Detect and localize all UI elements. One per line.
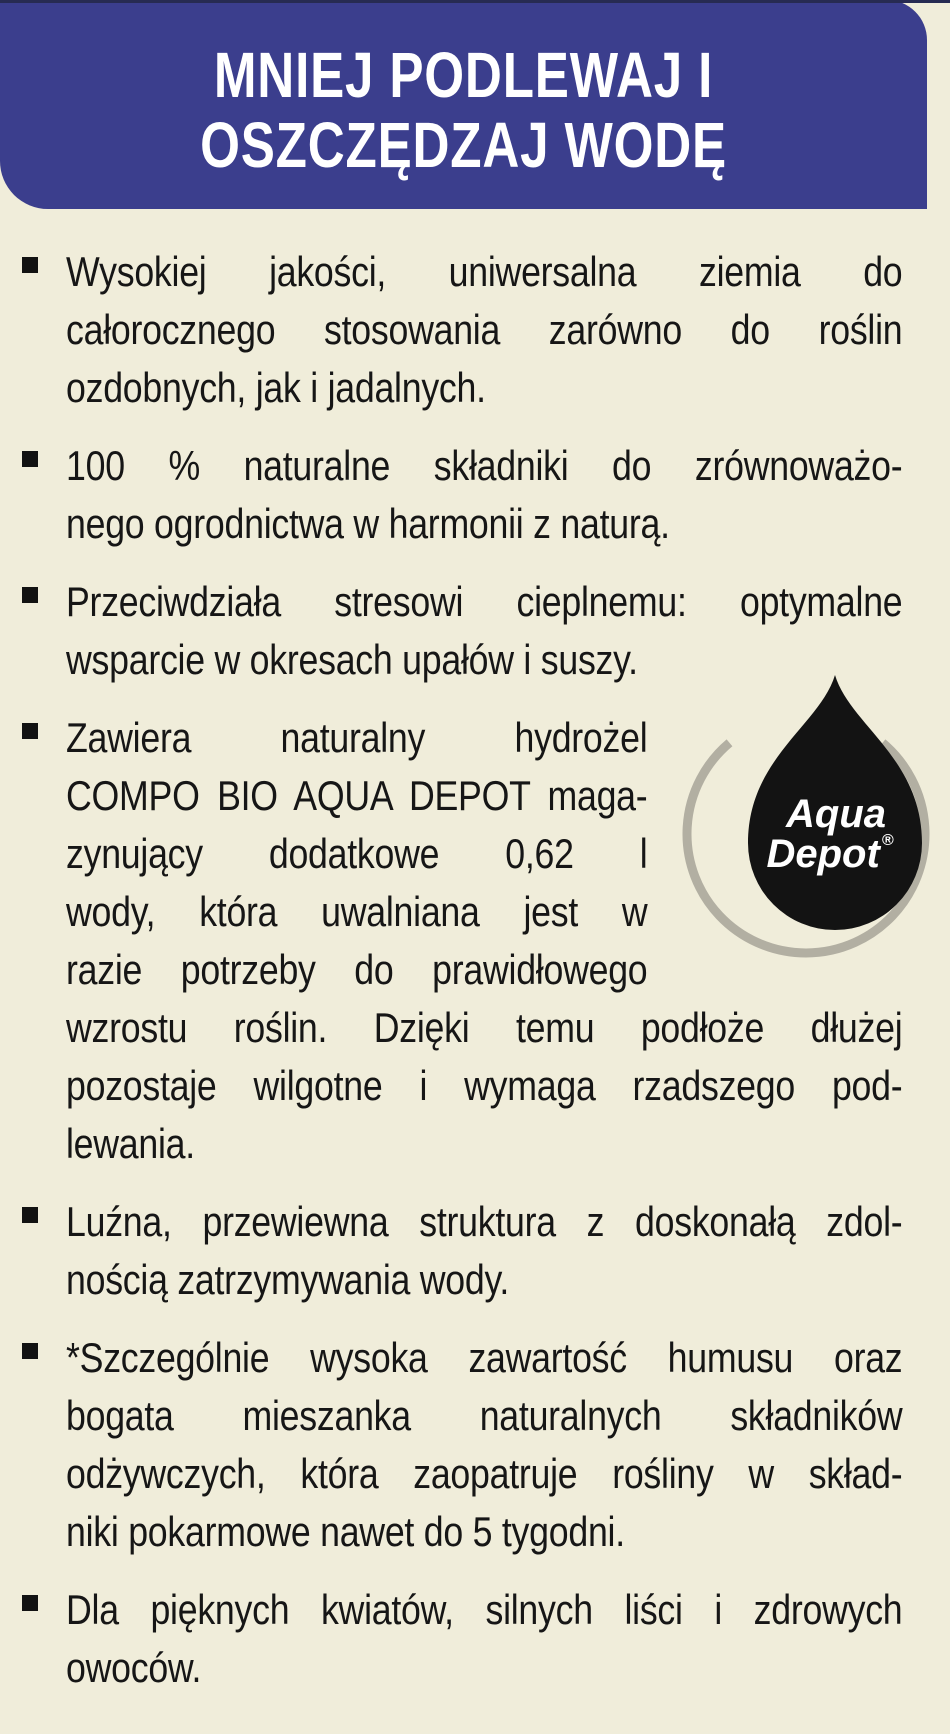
bullet-line: całorocznego stosowania zarówno do roślin (66, 306, 903, 353)
logo-text-aqua (785, 792, 886, 836)
bullet-line: lewania. (66, 1120, 195, 1167)
bullet-square-icon (22, 1207, 38, 1223)
bullet-line: Luźna, przewiewna struktura z doskonałą zdol- (66, 1198, 903, 1245)
bullet-item-humus (0, 1329, 950, 1561)
bullet-item-flowers (0, 1581, 950, 1697)
bullet-line: niki pokarmowe nawet do 5 tygodni. (66, 1508, 625, 1555)
logo-word-aqua: Aqua (786, 792, 886, 836)
bullet-square-icon (22, 451, 38, 467)
aqua-depot-logo (650, 653, 950, 963)
bullet-line: zynujący dodatkowe 0,62 l (66, 830, 648, 877)
bullet-square-icon (22, 587, 38, 603)
bullet-line: ozdobnych, jak i jadalnych. (66, 364, 486, 411)
bullet-square-icon (22, 1343, 38, 1359)
bullet-line: owoców. (66, 1644, 202, 1691)
bullet-line: 100 % naturalne składniki do zrównoważo- (66, 442, 903, 489)
bullet-square-icon (22, 1595, 38, 1611)
logo-text-depot (766, 832, 893, 876)
bullet-line: nością zatrzymywania wody. (66, 1256, 510, 1303)
bullet-line: wsparcie w okresach upałów i suszy. (66, 636, 638, 683)
logo-reg-mark: ® (881, 832, 894, 849)
bullet-line: wody, która uwalniana jest w (66, 888, 648, 935)
bullet-item-universal-soil (0, 243, 950, 417)
bullet-line: Zawiera naturalny hydrożel (66, 714, 648, 761)
bullet-list (0, 243, 950, 1717)
bullet-line: Wysokiej jakości, uniwersalna ziemia do (66, 248, 903, 295)
bullet-line: nego ogrodnictwa w harmonii z naturą. (66, 500, 670, 547)
bullet-item-natural-ingredients (0, 437, 950, 553)
top-edge-line (0, 0, 950, 3)
header-title-line-1: MNIEJ PODLEWAJ I (213, 39, 714, 111)
bullet-line: odżywczych, która zaopatruje rośliny w skład- (66, 1450, 903, 1497)
bullet-line: Przeciwdziała stresowi cieplnemu: optymalne (66, 578, 903, 625)
bullet-line: COMPO BIO AQUA DEPOT maga- (66, 772, 648, 819)
header-banner (0, 0, 927, 209)
logo-word-depot: Depot (766, 832, 880, 876)
bullet-square-icon (22, 723, 38, 739)
bullet-line: razie potrzeby do prawidłowego (66, 946, 648, 993)
header-title-line-2: OSZCZĘDZAJ WODĘ (200, 109, 727, 181)
bullet-line: pozostaje wilgotne i wymaga rzadszego pod- (66, 1062, 903, 1109)
bullet-item-structure (0, 1193, 950, 1309)
bullet-line: *Szczególnie wysoka zawartość humusu oraz (66, 1334, 903, 1381)
bullet-line: wzrostu roślin. Dzięki temu podłoże dłużej (66, 1004, 903, 1051)
bullet-square-icon (22, 257, 38, 273)
bullet-line: bogata mieszanka naturalnych składników (66, 1392, 903, 1439)
bullet-line: Dla pięknych kwiatów, silnych liści i zdrowych (66, 1586, 903, 1633)
